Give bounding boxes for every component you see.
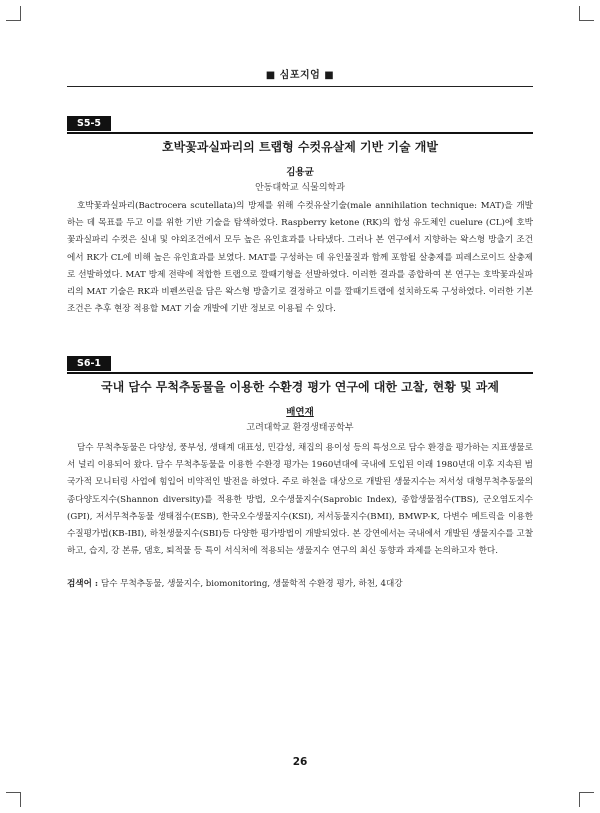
crop-mark-bottom-left <box>6 792 21 807</box>
crop-mark-top-right <box>579 6 594 21</box>
section-code-badge: S5-5 <box>67 116 111 131</box>
running-header: ■ 심포지엄 ■ <box>265 70 335 81</box>
section-rule <box>67 132 533 134</box>
author-affiliation: 고려대학교 환경생태공학부 <box>246 423 354 433</box>
author-name: 김용균 <box>286 167 314 178</box>
keywords-line <box>67 576 533 593</box>
crop-mark-bottom-right <box>579 792 594 807</box>
author-affiliation: 안동대학교 식물의학과 <box>255 183 345 193</box>
page-number: 26 <box>292 756 308 768</box>
section-rule <box>67 372 533 374</box>
abstract-body: 호박꽃과실파리(Bactrocera scutellata)의 방제를 위해 수컷유살기술(male annihilation technique: MAT)을 개발하는 데 목표를 두고 이를 위한 기반 기술을 탐색하였다. Raspberry ketone (RK)의 합성 유도체인 cuelure (CL)에 호박꽃과실파리 수컷은 실내 및 야외조건에서 모두 높은 유인효과를 나타냈다. 그러나 본 연구에서 지향하는 왁스형 방출기 조건에서 RK가 CL에 비해 높은 유인효과를 보였다. MAT를 구성하는 데 유인물질과 함께 포함될 살충제를 피레스로이드 살충제로 선발하였다. MAT 방제 전략에 적합한 트랩으로 깔때기형을 선발하였다. 이러한 결과를 종합하여 본 연구는 호박꽃과실파리의 MAT 기술은 RK과 비펜쓰린을 담은 왁스형 방출기로 결정하고 이를 깔때기트랩에 설치하도록 구성하였다. 이러한 기본 조건은 추후 현장 적용할 MAT 기술 개발에 기반 정보로 이용될 수 있다. <box>67 201 533 315</box>
crop-mark-top-left <box>6 6 21 21</box>
header-rule <box>67 86 533 87</box>
keywords-label: 검색어 : <box>67 579 99 589</box>
abstract-title: 국내 담수 무척추동물을 이용한 수환경 평가 연구에 대한 고찰, 현황 및 과제 <box>101 380 499 394</box>
author-name: 배연재 <box>286 407 314 418</box>
section-code-badge: S6-1 <box>67 356 111 371</box>
abstract-body: 담수 무척추동물은 다양성, 풍부성, 생태계 대표성, 민감성, 채집의 용이성 등의 특성으로 담수 환경을 평가하는 지표생물로서 널리 이용되어 왔다. 담수 무척추동물을 이용한 수환경 평가는 1960년대에 국내에 도입된 이래 1980년대 이후 지속된 범국가적 모니터링 사업에 힘입어 비약적인 발전을 하였다. 주로 하천을 대상으로 개발된 생물지수는 저서성 대형무척추동물의 종다양도지수(Shannon diversity)를 적용한 방법, 오수생물지수(Saprobic Index), 종합생물점수(TBS), 군오염도지수(GPI), 저서무척추동물 생태점수(ESB), 한국오수생물지수(KSI), 저서동물지수(BMI), BMWP-K, 다변수 메트릭을 이용한 수질평가법(KB-IBI), 하천생물지수(SBI)등 다양한 평가방법이 개발되었다. 본 강연에서는 국내에서 개발된 생물지수를 고찰하고, 습지, 강 본류, 댐호, 퇴적물 등 특이 서식처에 적용되는 생물지수 연구의 최신 동향과 과제를 논의하고자 한다. <box>67 443 533 557</box>
abstract-title: 호박꽃과실파리의 트랩형 수컷유살제 기반 기술 개발 <box>162 140 438 154</box>
keywords-text: 담수 무척추동물, 생물지수, biomonitoring, 생물학적 수환경 평가, 하천, 4대강 <box>100 579 403 589</box>
